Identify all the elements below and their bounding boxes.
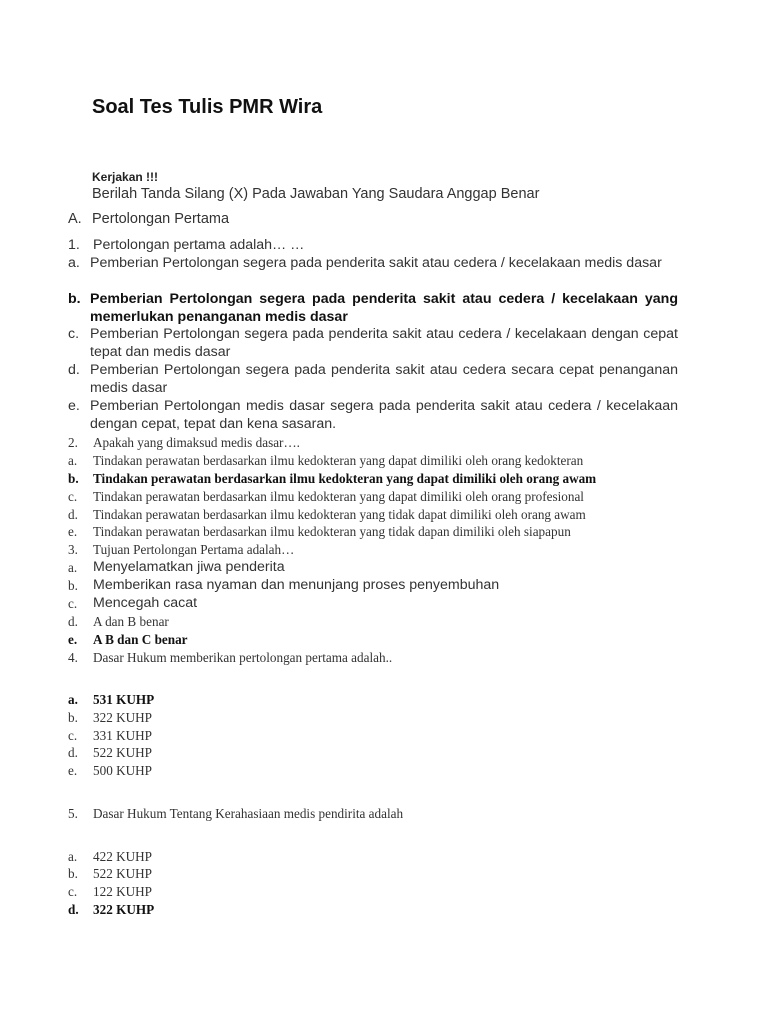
q4-option-e-text: 500 KUHP: [93, 763, 152, 778]
question-2-text: Apakah yang dimaksud medis dasar….: [93, 435, 300, 450]
question-3-text: Tujuan Pertolongan Pertama adalah…: [93, 542, 295, 557]
q5-option-d: [68, 901, 678, 919]
question-4: [68, 649, 678, 667]
section-heading: [68, 211, 229, 227]
q3-option-e-label: e.: [68, 632, 78, 647]
question-5-text: Dasar Hukum Tentang Kerahasiaan medis pendirita adalah: [93, 806, 404, 821]
q2-option-a-label: a.: [68, 453, 78, 468]
q4-option-d: [68, 744, 678, 762]
q4-option-a-text: 531 KUHP: [93, 692, 155, 707]
q3-option-c: [68, 595, 678, 613]
q3-option-d-label: d.: [68, 614, 78, 629]
q1-option-c-text: Pemberian Pertolongan segera pada penderita sakit atau cedera / kecelakaan dengan cepat tepat dan medis dasar: [90, 326, 678, 360]
q5-option-d-text: 322 KUHP: [93, 902, 155, 917]
question-5-number: 5.: [68, 806, 78, 821]
q2-option-b-text: Tindakan perawatan berdasarkan ilmu kedokteran yang dapat dimiliki oleh orang awam: [93, 471, 597, 486]
question-2: [68, 434, 678, 452]
q1-option-b-label: b.: [68, 291, 81, 307]
q3-option-b: [68, 577, 678, 595]
q2-option-a-text: Tindakan perawatan berdasarkan ilmu kedokteran yang dapat dimiliki oleh orang kedokteran: [93, 453, 584, 468]
q4-option-c-label: c.: [68, 728, 78, 743]
question-3-number: 3.: [68, 542, 78, 557]
q1-option-c: [68, 326, 678, 361]
q5-option-b-label: b.: [68, 866, 78, 881]
q3-option-e: [68, 631, 678, 649]
q1-option-b-text: Pemberian Pertolongan segera pada penderita sakit atau cedera / kecelakaan yang memerlukan penanganan medis dasar: [90, 291, 678, 325]
q1-option-e-text: Pemberian Pertolongan medis dasar segera pada penderita sakit atau cedera / kecelakaan dengan cepat, tepat dan kena sasaran.: [90, 398, 678, 432]
question-1-text: Pertolongan pertama adalah… …: [93, 237, 305, 253]
question-4-number: 4.: [68, 650, 78, 665]
question-4-text: Dasar Hukum memberikan pertolongan pertama adalah..: [93, 650, 393, 665]
q3-option-c-text: Mencegah cacat: [93, 595, 198, 611]
q3-option-b-text: Memberikan rasa nyaman dan menunjang proses penyembuhan: [93, 577, 500, 593]
q1-option-a: [68, 255, 678, 273]
q1-option-e-label: e.: [68, 398, 80, 414]
q2-option-e-label: e.: [68, 524, 78, 539]
q5-option-c-text: 122 KUHP: [93, 884, 152, 899]
q3-option-a-label: a.: [68, 560, 78, 575]
q4-option-e-label: e.: [68, 763, 78, 778]
q4-option-b-label: b.: [68, 710, 78, 725]
q1-option-b: [68, 291, 678, 326]
q2-option-b: [68, 470, 678, 488]
q4-option-a-label: a.: [68, 692, 78, 707]
q3-option-c-label: c.: [68, 596, 78, 611]
q5-option-c-label: c.: [68, 884, 78, 899]
q4-option-b-text: 322 KUHP: [93, 710, 152, 725]
q3-option-a: [68, 559, 678, 577]
question-1-number: 1.: [68, 237, 80, 253]
q4-option-c: [68, 727, 678, 745]
q2-option-c-label: c.: [68, 489, 78, 504]
section-number: A.: [68, 211, 82, 227]
q2-option-d: [68, 506, 678, 524]
q5-option-d-label: d.: [68, 902, 79, 917]
q5-option-a-label: a.: [68, 849, 78, 864]
q2-option-d-text: Tindakan perawatan berdasarkan ilmu kedokteran yang tidak dapat dimiliki oleh orang awam: [93, 507, 586, 522]
q3-option-d-text: A dan B benar: [93, 614, 169, 629]
instruction-text: Berilah Tanda Silang (X) Pada Jawaban Yang Saudara Anggap Benar: [92, 186, 540, 202]
document-title: Soal Tes Tulis PMR Wira: [92, 96, 323, 118]
question-5: [68, 805, 678, 823]
q1-option-d-label: d.: [68, 362, 80, 378]
q2-option-a: [68, 452, 678, 470]
q3-option-a-text: Menyelamatkan jiwa penderita: [93, 559, 285, 575]
q4-option-e: [68, 762, 678, 780]
q2-option-b-label: b.: [68, 471, 79, 486]
question-2-number: 2.: [68, 435, 78, 450]
q4-option-a: [68, 691, 678, 709]
q4-option-d-label: d.: [68, 745, 78, 760]
q2-option-c: [68, 488, 678, 506]
q3-option-b-label: b.: [68, 578, 78, 593]
q4-option-b: [68, 709, 678, 727]
question-3: [68, 541, 678, 559]
q5-option-a-text: 422 KUHP: [93, 849, 152, 864]
section-label: Pertolongan Pertama: [92, 211, 230, 227]
q4-option-c-text: 331 KUHP: [93, 728, 152, 743]
q3-option-d: [68, 613, 678, 631]
q5-option-b-text: 522 KUHP: [93, 866, 152, 881]
q5-option-c: [68, 883, 678, 901]
q2-option-e: [68, 523, 678, 541]
q5-option-b: [68, 865, 678, 883]
q2-option-e-text: Tindakan perawatan berdasarkan ilmu kedokteran yang tidak dapan dimiliki oleh siapapun: [93, 524, 571, 539]
q3-option-e-text: A B dan C benar: [93, 632, 188, 647]
q1-option-a-text: Pemberian Pertolongan segera pada penderita sakit atau cedera / kecelakaan medis dasar: [90, 255, 662, 271]
kerjakan-heading: Kerjakan !!!: [92, 170, 159, 184]
q5-option-a: [68, 848, 678, 866]
q1-option-e: [68, 398, 678, 433]
q1-option-a-label: a.: [68, 255, 80, 271]
question-1: [68, 237, 678, 255]
q2-option-d-label: d.: [68, 507, 78, 522]
q1-option-c-label: c.: [68, 326, 80, 342]
q4-option-d-text: 522 KUHP: [93, 745, 152, 760]
q1-option-d-text: Pemberian Pertolongan segera pada penderita sakit atau cedera secara cepat penanganan medis dasar: [90, 362, 678, 396]
q1-option-d: [68, 362, 678, 397]
q2-option-c-text: Tindakan perawatan berdasarkan ilmu kedokteran yang dapat dimiliki oleh orang profesional: [93, 489, 584, 504]
